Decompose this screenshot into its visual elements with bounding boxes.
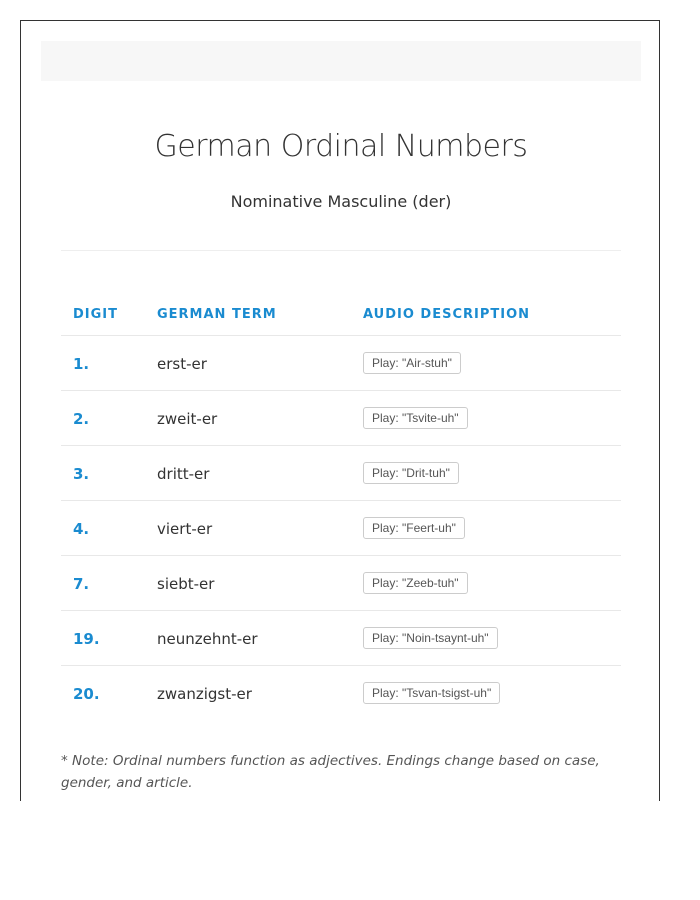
digit-cell: 20. <box>73 685 100 703</box>
play-audio-button[interactable]: Play: "Air-stuh" <box>363 352 461 374</box>
play-audio-button[interactable]: Play: "Tsvite-uh" <box>363 407 468 429</box>
column-header-german-term: GERMAN TERM <box>157 307 277 322</box>
german-term-cell: neunzehnt-er <box>157 630 258 648</box>
digit-cell: 19. <box>73 630 100 648</box>
play-audio-button[interactable]: Play: "Noin-tsaynt-uh" <box>363 627 498 649</box>
german-term-cell: siebt-er <box>157 575 215 593</box>
digit-cell: 3. <box>73 465 90 483</box>
page-subtitle: Nominative Masculine (der) <box>230 192 452 211</box>
german-term-cell: erst-er <box>157 355 207 373</box>
column-header-audio-description: AUDIO DESCRIPTION <box>363 307 531 322</box>
ordinals-table <box>61 291 621 720</box>
german-term-cell: dritt-er <box>157 465 210 483</box>
page-card <box>20 20 660 801</box>
page-title: German Ordinal Numbers <box>154 129 528 164</box>
play-audio-button[interactable]: Play: "Zeeb-tuh" <box>363 572 468 594</box>
digit-cell: 4. <box>73 520 90 538</box>
play-audio-button[interactable]: Play: "Drit-tuh" <box>363 462 459 484</box>
top-bar <box>41 41 641 81</box>
table-row <box>61 391 621 446</box>
digit-cell: 7. <box>73 575 90 593</box>
play-audio-button[interactable]: Play: "Feert-uh" <box>363 517 465 539</box>
table-row <box>61 336 621 391</box>
table-row <box>61 666 621 720</box>
digit-cell: 2. <box>73 410 90 428</box>
german-term-cell: zwanzigst-er <box>157 685 252 703</box>
footnote: * Note: Ordinal numbers function as adjectives. Endings change based on case, gender, and article. <box>61 753 600 791</box>
table-row <box>61 446 621 501</box>
divider <box>61 250 621 251</box>
table-row <box>61 556 621 611</box>
table-row <box>61 501 621 556</box>
table-header <box>61 291 621 336</box>
german-term-cell: viert-er <box>157 520 213 538</box>
table-row <box>61 611 621 666</box>
digit-cell: 1. <box>73 355 90 373</box>
play-audio-button[interactable]: Play: "Tsvan-tsigst-uh" <box>363 682 500 704</box>
german-term-cell: zweit-er <box>157 410 218 428</box>
column-header-digit: DIGIT <box>73 307 119 322</box>
